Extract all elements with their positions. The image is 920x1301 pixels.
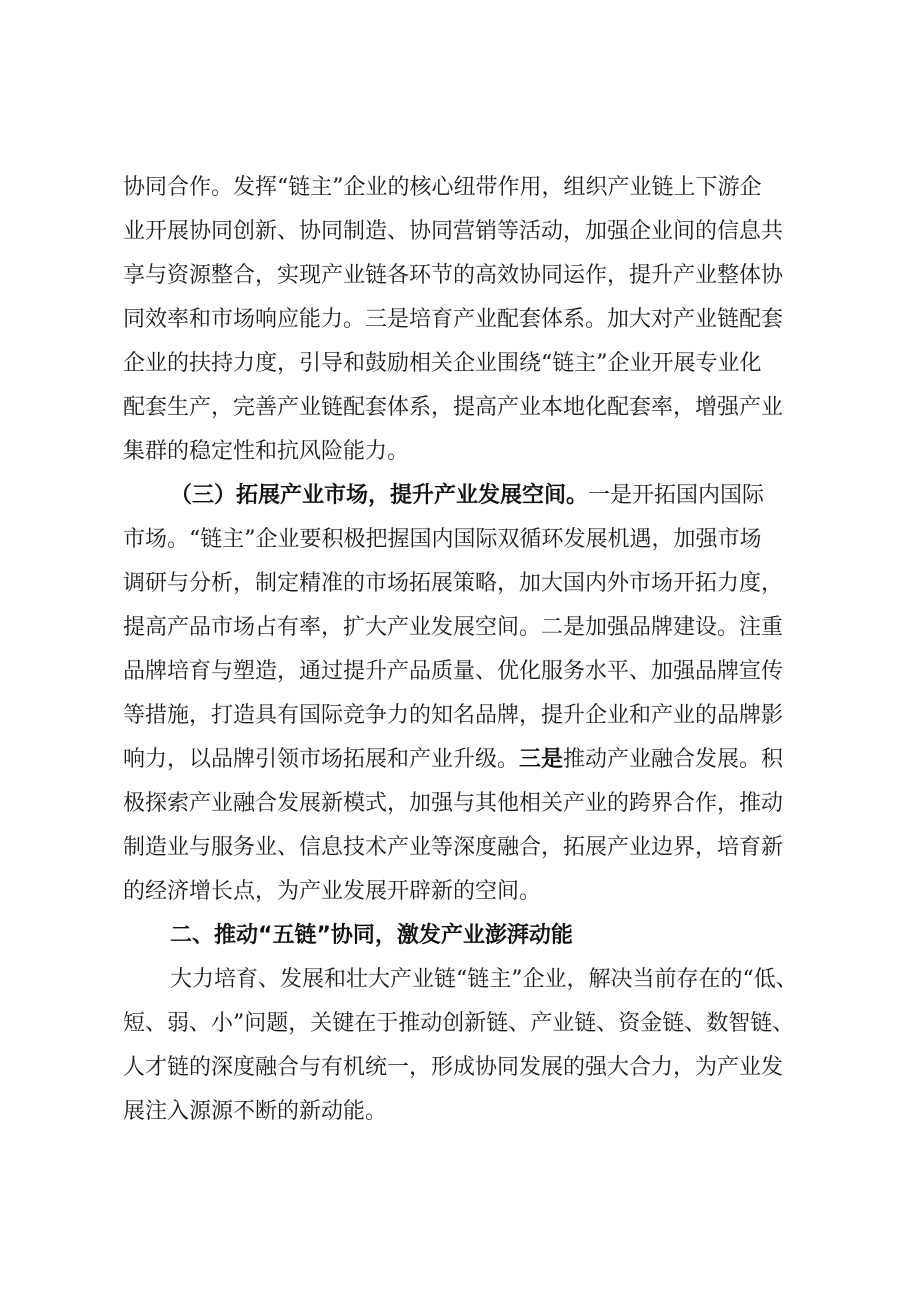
body-text-line: 的经济增长点，为产业发展开辟新的空间。: [123, 879, 542, 904]
section-two-heading: 二、推动“五链”协同，激发产业澎湃动能: [170, 923, 573, 948]
body-text-line: 享与资源整合，实现产业链各环节的高效协同运作，提升产业整体协: [123, 263, 784, 288]
body-text-line: 等措施，打造具有国际竞争力的知名品牌，提升企业和产业的品牌影: [123, 703, 784, 728]
body-text-line-mixed: [123, 745, 783, 775]
body-text-line: 提高产品市场占有率，扩大产业发展空间。二是加强品牌建设。注重: [123, 615, 784, 640]
body-text-line: 短、弱、小”问题，关键在于推动创新链、产业链、资金链、数智链、: [123, 1011, 795, 1036]
body-text-line: 制造业与服务业、信息技术产业等深度融合，拓展产业边界，培育新: [123, 835, 784, 860]
bold-text-segment: 三是: [519, 747, 564, 772]
body-text-line: 集群的稳定性和抗风险能力。: [123, 439, 410, 464]
body-text-line: 业开展协同创新、协同制造、协同营销等活动，加强企业间的信息共: [123, 219, 784, 244]
section-three-heading: （三）拓展产业市场，提升产业发展空间。: [170, 483, 589, 508]
body-text-line: 大力培育、发展和壮大产业链“链主”企业，解决当前存在的“低、: [170, 967, 798, 992]
body-text-line: 配套生产，完善产业链配套体系，提高产业本地化配套率，增强产业: [123, 395, 784, 420]
body-text-line: 协同合作。发挥“链主”企业的核心纽带作用，组织产业链上下游企: [123, 175, 762, 200]
section-three-first-line: [170, 481, 764, 511]
text-segment: 推动产业融合发展。积: [563, 747, 784, 772]
text-segment: 响力，以品牌引领市场拓展和产业升级。: [123, 747, 520, 772]
body-text-line: 市场。“链主”企业要积极把握国内国际双循环发展机遇，加强市场: [123, 527, 762, 552]
body-text-line: 展注入源源不断的新动能。: [123, 1099, 388, 1124]
body-text-line: 极探索产业融合发展新模式，加强与其他相关产业的跨界合作，推动: [123, 791, 784, 816]
body-text-line: 同效率和市场响应能力。三是培育产业配套体系。加大对产业链配套: [123, 307, 784, 332]
body-text-line: 品牌培育与塑造，通过提升产品质量、优化服务水平、加强品牌宣传: [123, 659, 784, 684]
body-text-line: 调研与分析，制定精准的市场拓展策略，加大国内外市场开拓力度，: [123, 571, 784, 596]
body-text-line: 人才链的深度融合与有机统一，形成协同发展的强大合力，为产业发: [123, 1055, 784, 1080]
section-three-lead-text: 一是开拓国内国际: [588, 483, 765, 508]
body-text-line: 企业的扶持力度，引导和鼓励相关企业围绕“链主”企业开展专业化: [123, 351, 762, 376]
